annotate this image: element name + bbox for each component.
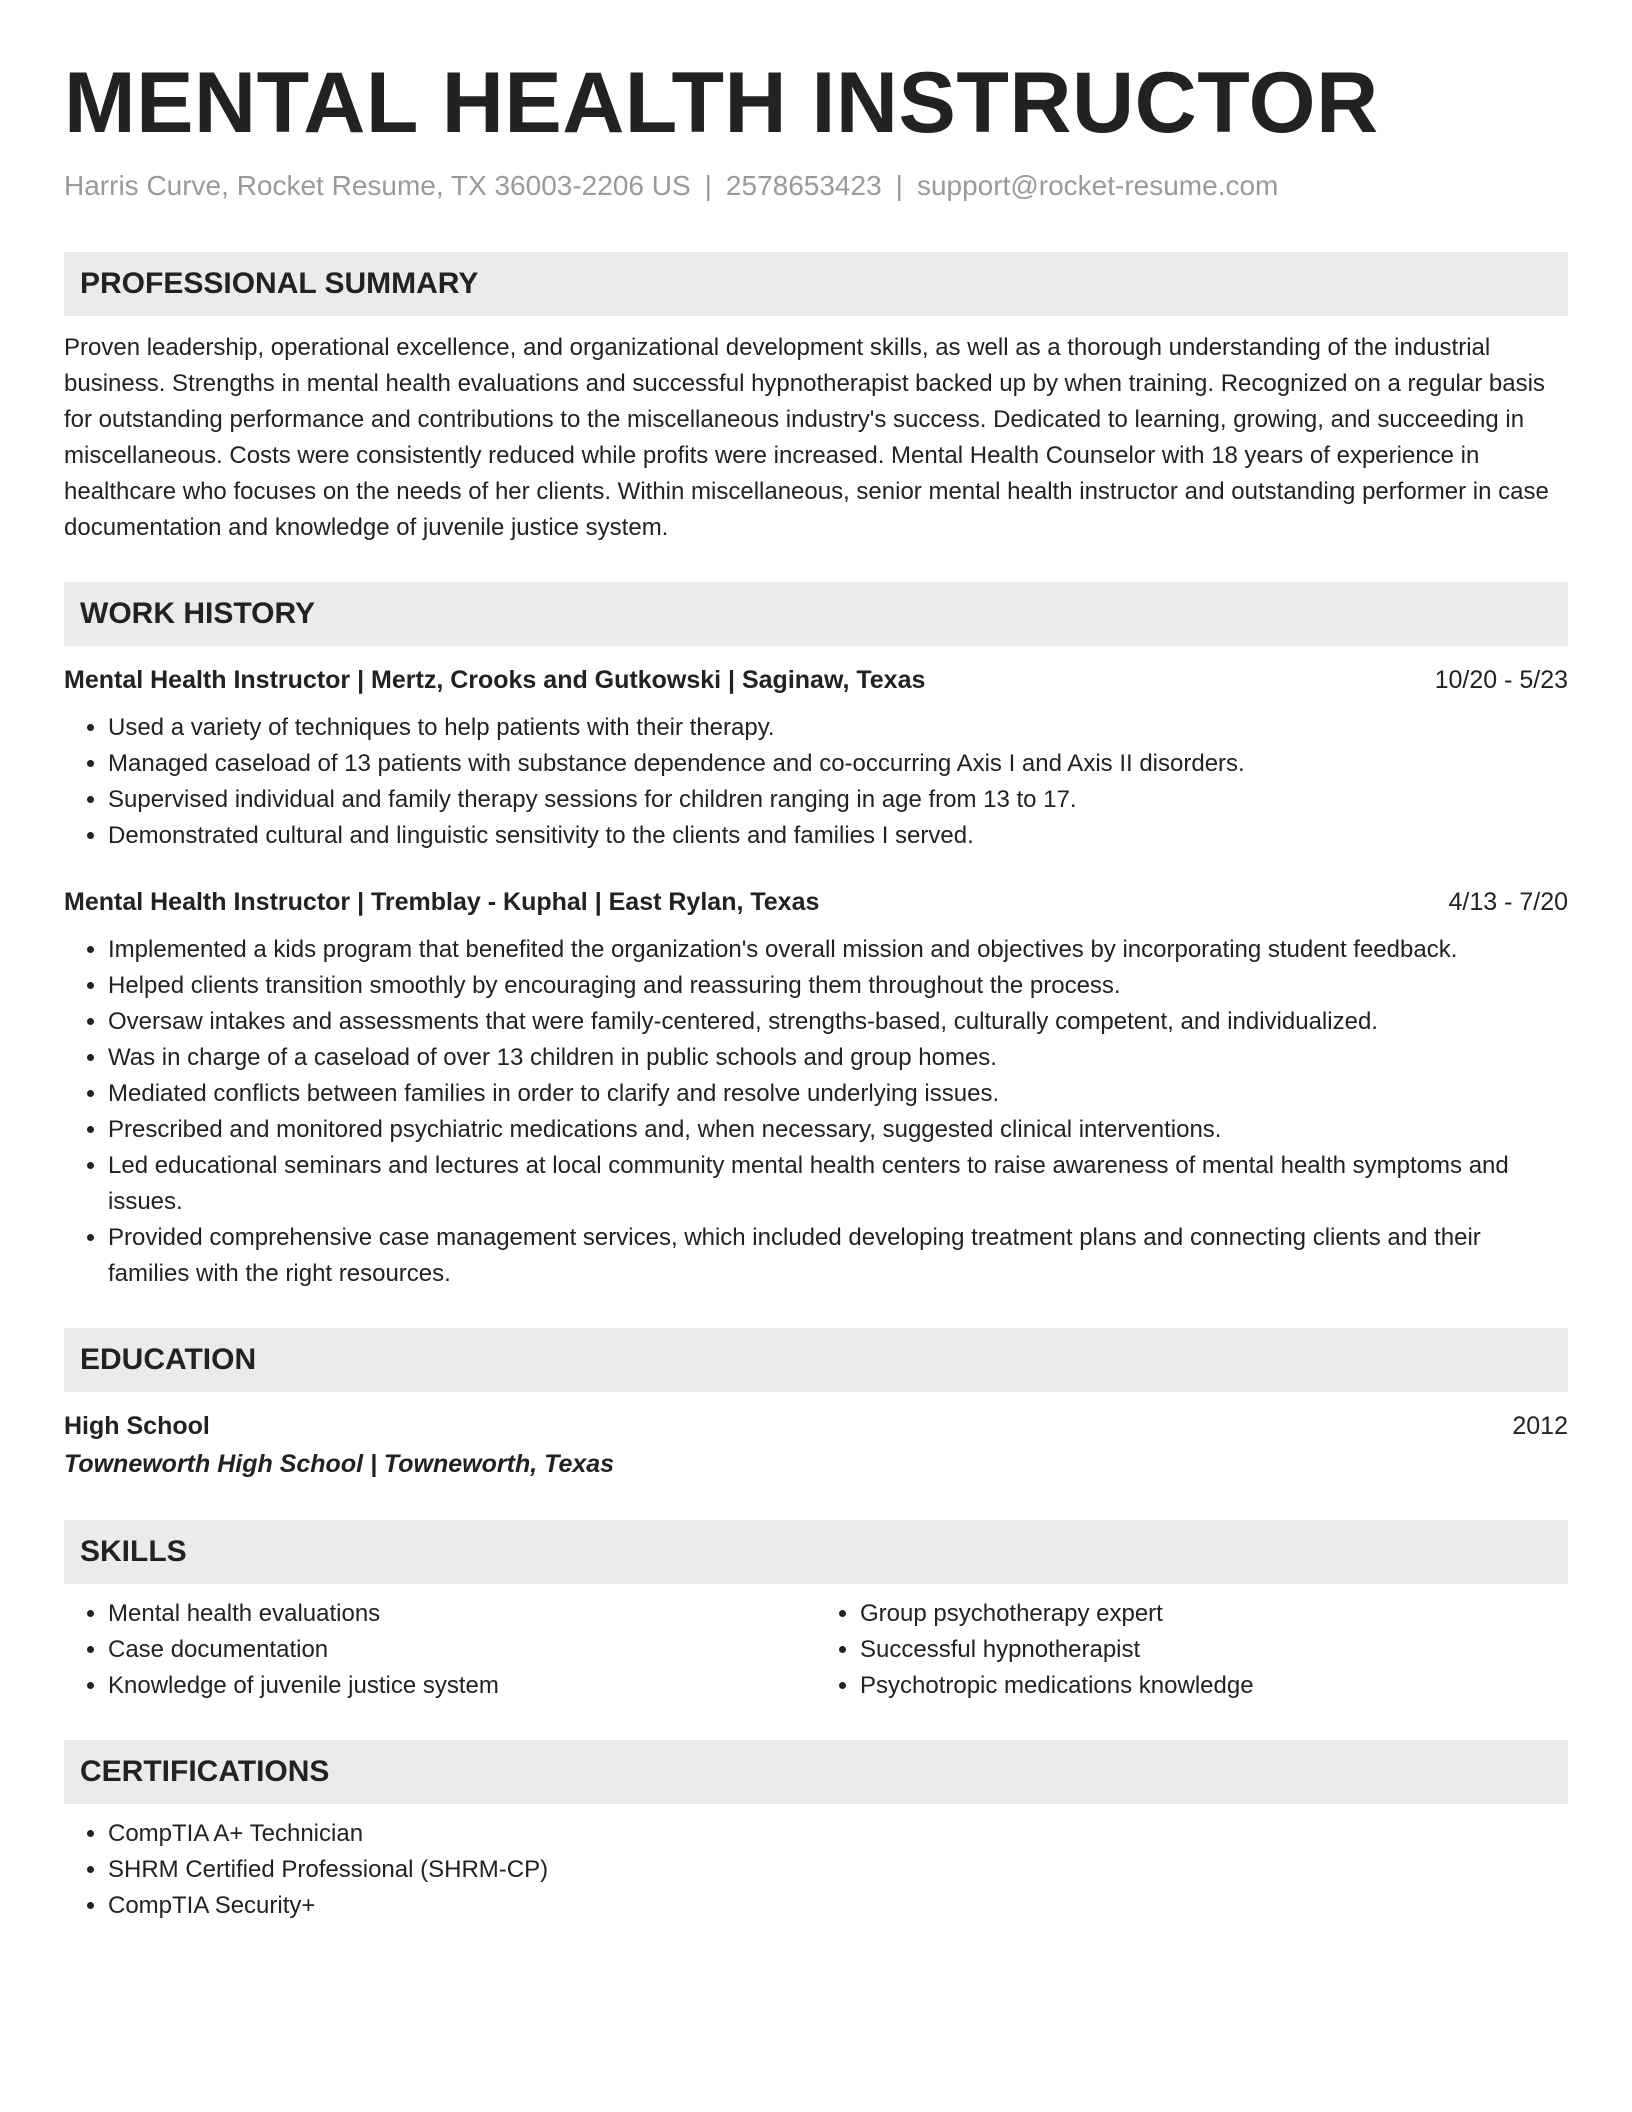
certifications-list (64, 1816, 1568, 1924)
contact-separator: | (895, 169, 903, 201)
skill-item: • Psychotropic medications knowledge (860, 1668, 1568, 1704)
job-title: Mental Health Instructor | Mertz, Crooks and Gutkowski | Saginaw, Texas (64, 666, 926, 695)
skills-list (64, 1596, 816, 1704)
education-year: 2012 (1512, 1412, 1568, 1441)
job-bullet: • Mediated conflicts between families in order to clarify and resolve underlying issues. (108, 1076, 1568, 1112)
contact-line (64, 169, 1568, 203)
job-bullet: • Managed caseload of 13 patients with substance dependence and co-occurring Axis I and Axis II disorders. (108, 746, 1568, 782)
job-dates: 10/20 - 5/23 (1434, 666, 1568, 695)
job-bullet: • Oversaw intakes and assessments that were family-centered, strengths-based, culturally competent, and individualized. (108, 1004, 1568, 1040)
job-bullet: • Used a variety of techniques to help patients with their therapy. (108, 710, 1568, 746)
job-bullet: • Led educational seminars and lectures at local community mental health centers to raise awareness of mental health symptoms and issues. (108, 1148, 1568, 1220)
skills-grid (64, 1596, 1568, 1704)
job-header (64, 884, 1568, 920)
job-bullet: • Implemented a kids program that benefited the organization's overall mission and objectives by incorporating student feedback. (108, 932, 1568, 968)
job-title: Mental Health Instructor | Tremblay - Kuphal | East Rylan, Texas (64, 888, 820, 917)
education-degree: High School (64, 1412, 210, 1441)
job-dates: 4/13 - 7/20 (1448, 888, 1568, 917)
candidate-name: MENTAL HEALTH INSTRUCTOR (64, 55, 1379, 151)
skills-column-left (64, 1596, 816, 1704)
summary-text: Proven leadership, operational excellence, and organizational development skills, as well as a thorough understanding of the industrial business. Strengths in mental health evaluations and successful hypnotherapist backed up by when training. Recognized on a regular basis for outstanding performance and contributions to the miscellaneous industry's success. Dedicated to learning, growing, and succeeding in miscellaneous. Costs were consistently reduced while profits were increased. Mental Health Counselor with 18 years of experience in healthcare who focuses on the needs of her clients. Within miscellaneous, senior mental health instructor and outstanding performer in case documentation and knowledge of juvenile justice system. (64, 334, 1549, 542)
job-bullet: • Prescribed and monitored psychiatric medications and, when necessary, suggested clinical interventions. (108, 1112, 1568, 1148)
contact-address: Harris Curve, Rocket Resume, TX 36003-2206 US (64, 169, 691, 201)
job-bullet: • Provided comprehensive case management services, which included developing treatment plans and connecting clients and their families with the right resources. (108, 1220, 1568, 1292)
job-header (64, 662, 1568, 698)
certification-item: • CompTIA Security+ (108, 1888, 1568, 1924)
contact-email: support@rocket-resume.com (916, 169, 1279, 201)
section-header-certifications: CERTIFICATIONS (64, 1740, 1568, 1804)
job-bullets (64, 932, 1568, 1292)
skill-item: • Group psychotherapy expert (860, 1596, 1568, 1632)
contact-phone: 2578653423 (725, 169, 882, 201)
job-bullet: • Helped clients transition smoothly by encouraging and reassuring them throughout the process. (108, 968, 1568, 1004)
job-bullets (64, 710, 1568, 854)
certification-item: • SHRM Certified Professional (SHRM-CP) (108, 1852, 1568, 1888)
section-header-work-history: WORK HISTORY (64, 582, 1568, 646)
job-bullet: • Was in charge of a caseload of over 13 children in public schools and group homes. (108, 1040, 1568, 1076)
section-header-summary: PROFESSIONAL SUMMARY (64, 252, 1568, 316)
job-entry (64, 662, 1568, 854)
contact-separator: | (704, 169, 712, 201)
skills-column-right (816, 1596, 1568, 1704)
section-header-skills: SKILLS (64, 1520, 1568, 1584)
job-bullet: • Supervised individual and family therapy sessions for children ranging in age from 13 to 17. (108, 782, 1568, 818)
certification-item: • CompTIA A+ Technician (108, 1816, 1568, 1852)
skill-item: • Knowledge of juvenile justice system (108, 1668, 816, 1704)
education-header (64, 1408, 1568, 1444)
section-header-education: EDUCATION (64, 1328, 1568, 1392)
skill-item: • Successful hypnotherapist (860, 1632, 1568, 1668)
skill-item: • Mental health evaluations (108, 1596, 816, 1632)
job-bullet: • Demonstrated cultural and linguistic sensitivity to the clients and families I served. (108, 818, 1568, 854)
skills-list (816, 1596, 1568, 1704)
education-entry (64, 1408, 1568, 1484)
job-entry (64, 884, 1568, 1292)
education-school: Towneworth High School | Towneworth, Texas (64, 1450, 615, 1479)
skill-item: • Case documentation (108, 1632, 816, 1668)
